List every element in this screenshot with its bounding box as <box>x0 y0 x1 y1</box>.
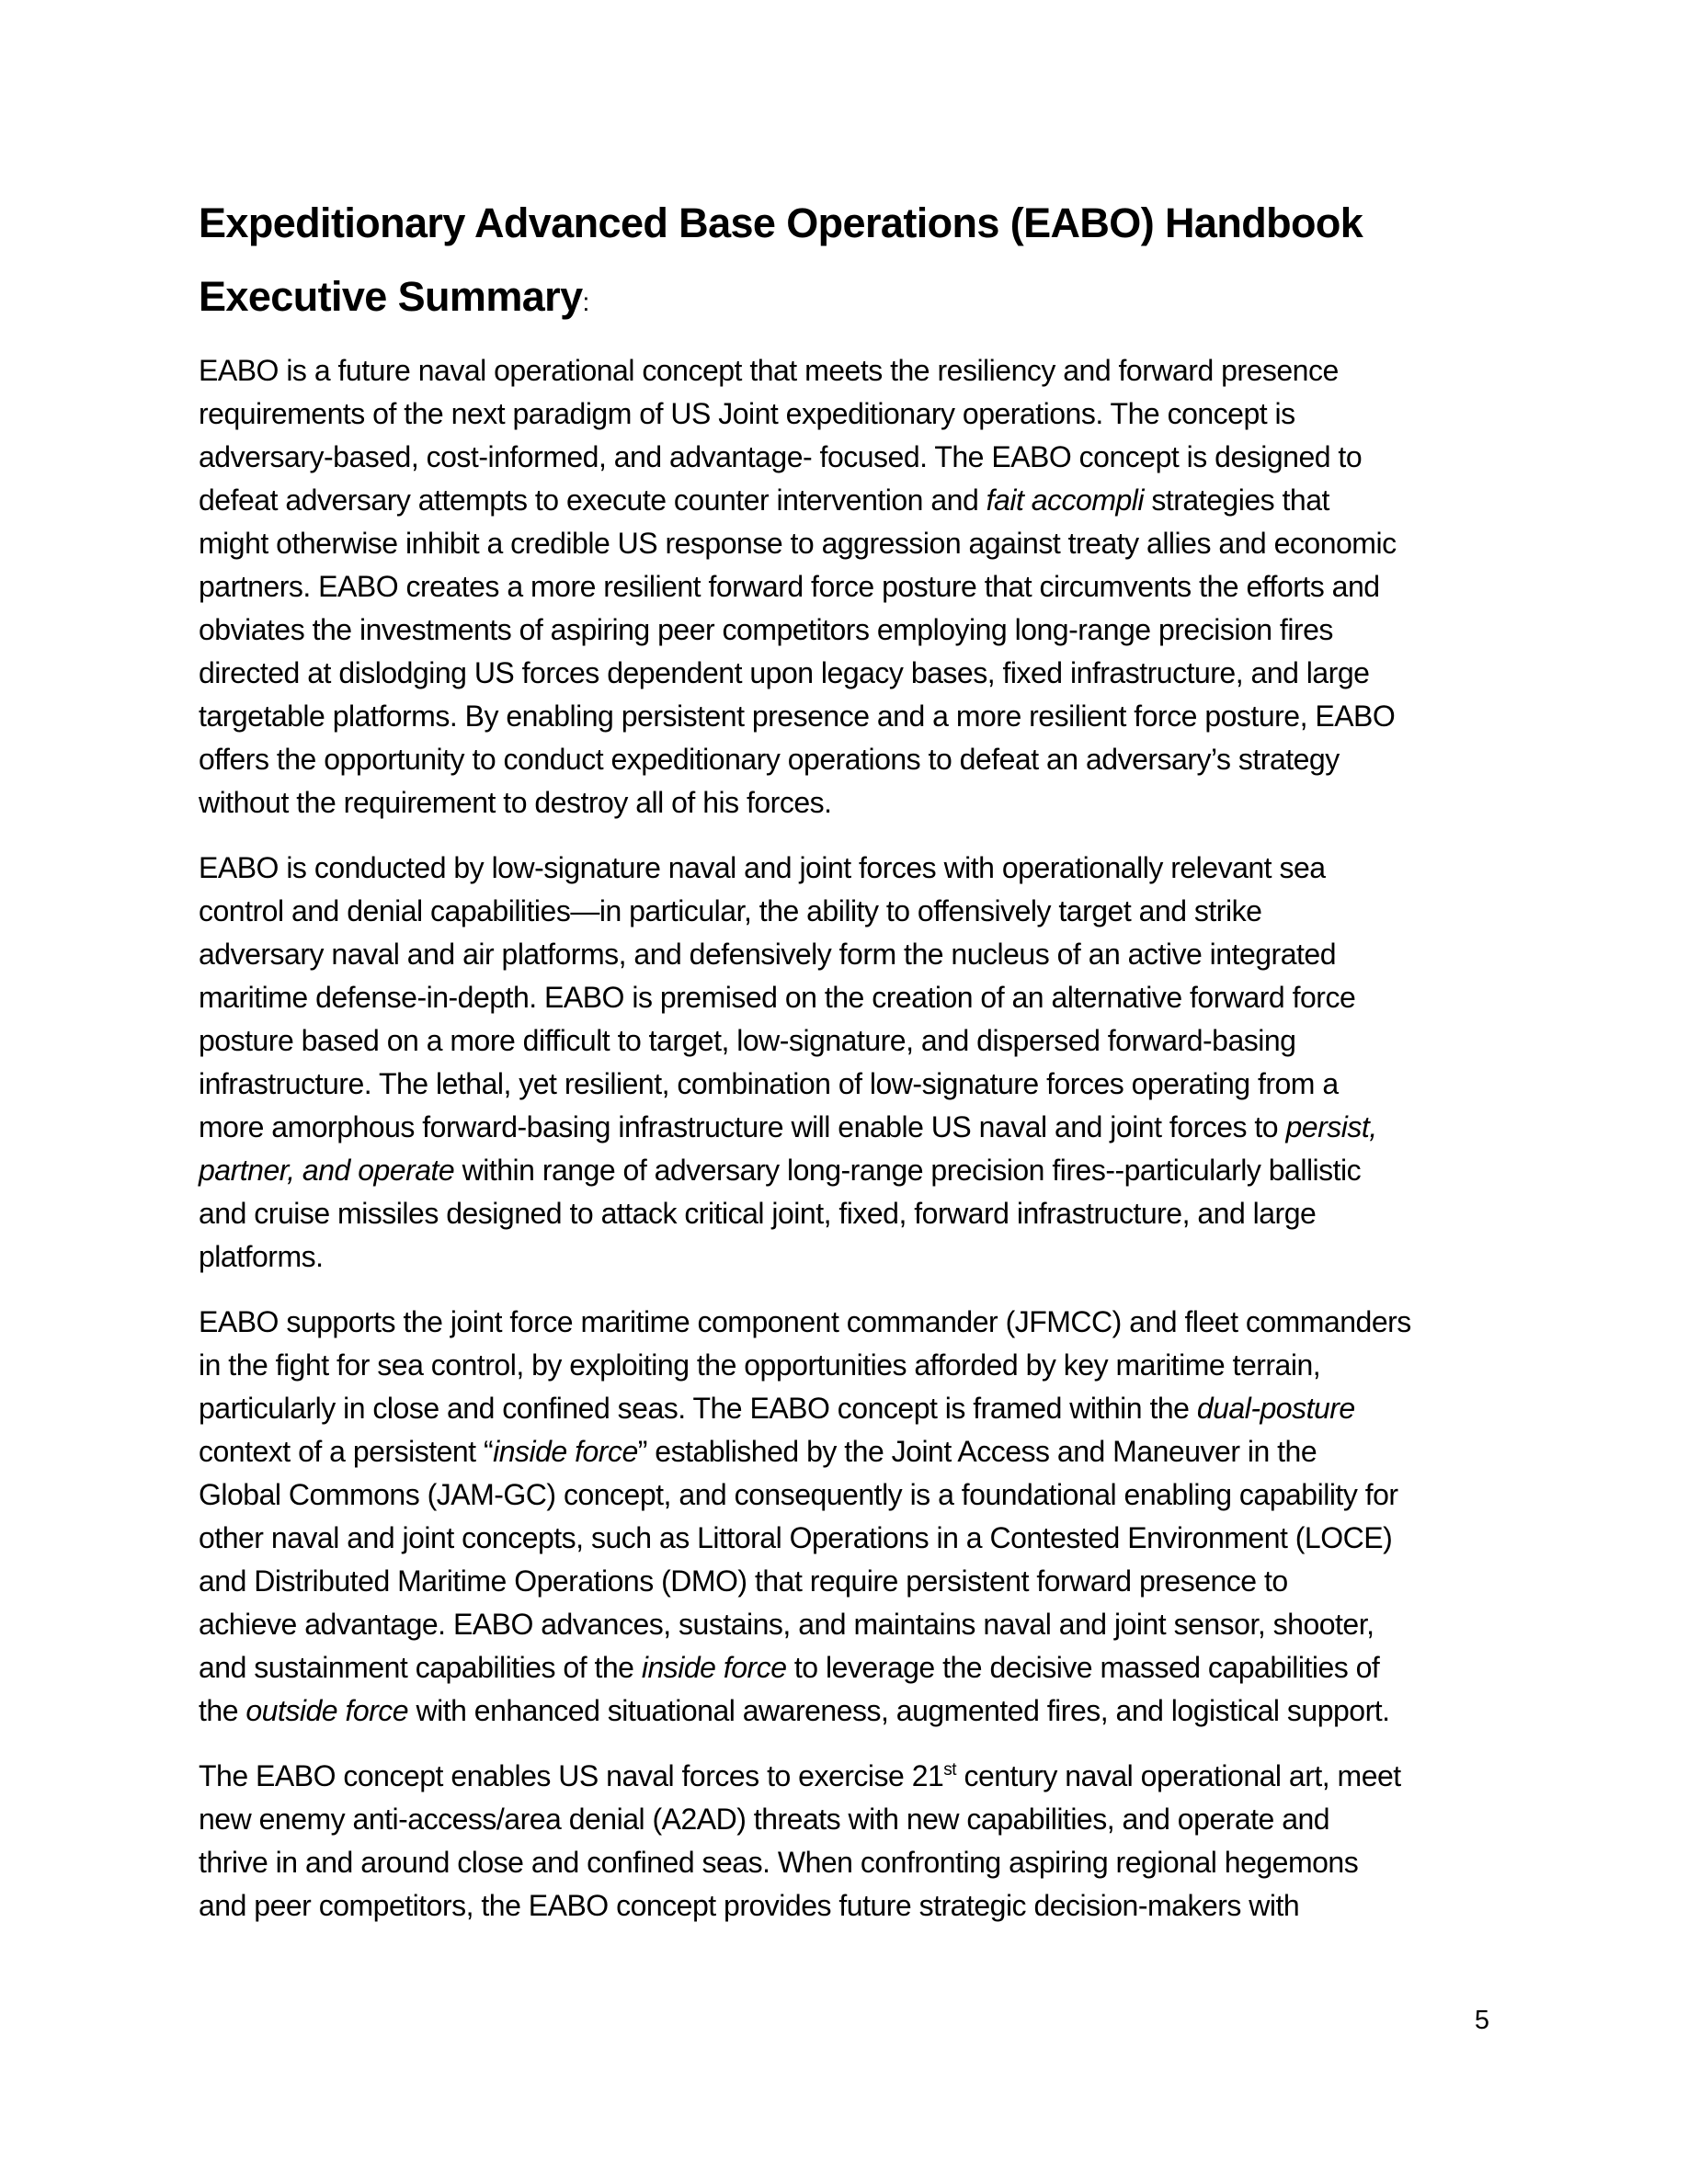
text-line <box>199 565 1504 609</box>
text-line <box>199 1430 1504 1473</box>
text-run: with enhanced situational awareness, augmented fires, and logistical support. <box>408 1694 1390 1727</box>
text-line <box>199 522 1504 565</box>
text-line <box>199 1192 1504 1235</box>
text-line <box>199 1301 1504 1344</box>
text-line <box>199 652 1504 695</box>
text-line <box>199 392 1504 436</box>
text-run: and Distributed Maritime Operations (DMO) that require persistent forward presence to <box>199 1564 1288 1598</box>
italic-text: inside force <box>641 1651 787 1684</box>
text-run: Global Commons (JAM-GC) concept, and consequently is a foundational enabling capability for <box>199 1478 1398 1511</box>
text-line <box>199 1149 1504 1192</box>
text-line <box>199 1603 1504 1646</box>
document-title: Expeditionary Advanced Base Operations (EABO) Handbook <box>199 199 1363 246</box>
text-line <box>199 976 1504 1019</box>
text-run: and peer competitors, the EABO concept provides future strategic decision-makers with <box>199 1889 1300 1922</box>
text-line <box>199 1755 1504 1798</box>
text-run: offers the opportunity to conduct expeditionary operations to defeat an adversary’s strategy <box>199 743 1340 776</box>
italic-text: partner, and operate <box>199 1154 455 1187</box>
page-number: 5 <box>1474 2006 1489 2035</box>
text-run: in the fight for sea control, by exploiting the opportunities afforded by key maritime terrain, <box>199 1348 1321 1382</box>
text-line <box>199 738 1504 781</box>
text-run: partners. EABO creates a more resilient forward force posture that circumvents the efforts and <box>199 570 1380 603</box>
text-line <box>199 479 1504 522</box>
italic-text: inside force <box>493 1435 638 1468</box>
superscript-text: st <box>943 1760 957 1780</box>
text-run: century naval operational art, meet <box>956 1759 1401 1792</box>
text-run: posture based on a more difficult to target, low-signature, and dispersed forward-basing <box>199 1024 1296 1057</box>
section-heading-colon: : <box>582 288 589 316</box>
text-line <box>199 847 1504 890</box>
text-run: ” established by the Joint Access and Maneuver in the <box>637 1435 1317 1468</box>
text-run: context of a persistent “ <box>199 1435 494 1468</box>
text-run: adversary-based, cost-informed, and advantage- focused. The EABO concept is designed to <box>199 440 1363 473</box>
text-run: targetable platforms. By enabling persistent presence and a more resilient force posture, EABO <box>199 700 1396 733</box>
text-line <box>199 1235 1504 1279</box>
section-heading-text: Executive Summary <box>199 273 583 320</box>
body-paragraph <box>199 1755 1504 1928</box>
text-run: defeat adversary attempts to execute counter intervention and <box>199 483 987 517</box>
italic-text: fait accompli <box>986 483 1144 517</box>
text-line <box>199 695 1504 738</box>
text-run: thrive in and around close and confined seas. When confronting aspiring regional hegemons <box>199 1846 1359 1879</box>
text-run: and cruise missiles designed to attack critical joint, fixed, forward infrastructure, and large <box>199 1197 1317 1230</box>
text-run: infrastructure. The lethal, yet resilient, combination of low-signature forces operating from a <box>199 1067 1339 1100</box>
text-line <box>199 1344 1504 1387</box>
text-line <box>199 1884 1504 1928</box>
text-line <box>199 781 1504 825</box>
text-run: control and denial capabilities—in particular, the ability to offensively target and strike <box>199 894 1262 927</box>
text-run: other naval and joint concepts, such as Littoral Operations in a Contested Environment (LOCE) <box>199 1521 1393 1554</box>
text-run: obviates the investments of aspiring peer competitors employing long-range precision fires <box>199 613 1333 646</box>
text-line <box>199 1106 1504 1149</box>
text-line <box>199 890 1504 933</box>
text-run: requirements of the next paradigm of US Joint expeditionary operations. The concept is <box>199 397 1295 430</box>
text-run: EABO supports the joint force maritime component commander (JFMCC) and fleet commanders <box>199 1305 1411 1338</box>
text-line <box>199 1841 1504 1884</box>
text-run: platforms. <box>199 1240 324 1273</box>
text-line <box>199 933 1504 976</box>
text-run: strategies that <box>1143 483 1329 517</box>
text-run: more amorphous forward-basing infrastructure will enable US naval and joint forces to <box>199 1110 1286 1143</box>
text-run: EABO is conducted by low-signature naval and joint forces with operationally relevant sea <box>199 851 1326 884</box>
section-heading <box>199 270 1504 329</box>
text-line <box>199 1798 1504 1841</box>
text-line <box>199 1063 1504 1106</box>
text-line <box>199 1646 1504 1689</box>
body-paragraph <box>199 1301 1504 1733</box>
text-run: the <box>199 1694 246 1727</box>
text-run: particularly in close and confined seas. The EABO concept is framed within the <box>199 1392 1197 1425</box>
text-line <box>199 1517 1504 1560</box>
text-run: to leverage the decisive massed capabilities of <box>786 1651 1380 1684</box>
text-line <box>199 1019 1504 1063</box>
text-run: might otherwise inhibit a credible US response to aggression against treaty allies and economic <box>199 527 1397 560</box>
text-line <box>199 1560 1504 1603</box>
page-content <box>199 197 1504 1950</box>
italic-text: outside force <box>245 1694 409 1727</box>
text-run: EABO is a future naval operational concept that meets the resiliency and forward presence <box>199 354 1339 387</box>
text-line <box>199 1387 1504 1430</box>
body-paragraph <box>199 847 1504 1279</box>
text-line <box>199 436 1504 479</box>
text-run: maritime defense-in-depth. EABO is premised on the creation of an alternative forward force <box>199 981 1356 1014</box>
italic-text: dual-posture <box>1196 1392 1355 1425</box>
text-run: The EABO concept enables US naval forces to exercise 21 <box>199 1759 944 1792</box>
text-run: achieve advantage. EABO advances, sustains, and maintains naval and joint sensor, shooter, <box>199 1608 1374 1641</box>
text-run: within range of adversary long-range precision fires--particularly ballistic <box>454 1154 1362 1187</box>
text-run: new enemy anti-access/area denial (A2AD) threats with new capabilities, and operate and <box>199 1803 1330 1836</box>
italic-text: persist, <box>1285 1110 1377 1143</box>
text-line <box>199 1689 1504 1733</box>
text-line <box>199 1473 1504 1517</box>
text-run: without the requirement to destroy all of his forces. <box>199 786 832 819</box>
text-line <box>199 609 1504 652</box>
text-line <box>199 349 1504 392</box>
text-run: directed at dislodging US forces dependent upon legacy bases, fixed infrastructure, and large <box>199 656 1370 689</box>
body-paragraph <box>199 349 1504 825</box>
text-run: adversary naval and air platforms, and defensively form the nucleus of an active integrated <box>199 938 1336 971</box>
text-run: and sustainment capabilities of the <box>199 1651 642 1684</box>
body-text <box>199 349 1504 1928</box>
